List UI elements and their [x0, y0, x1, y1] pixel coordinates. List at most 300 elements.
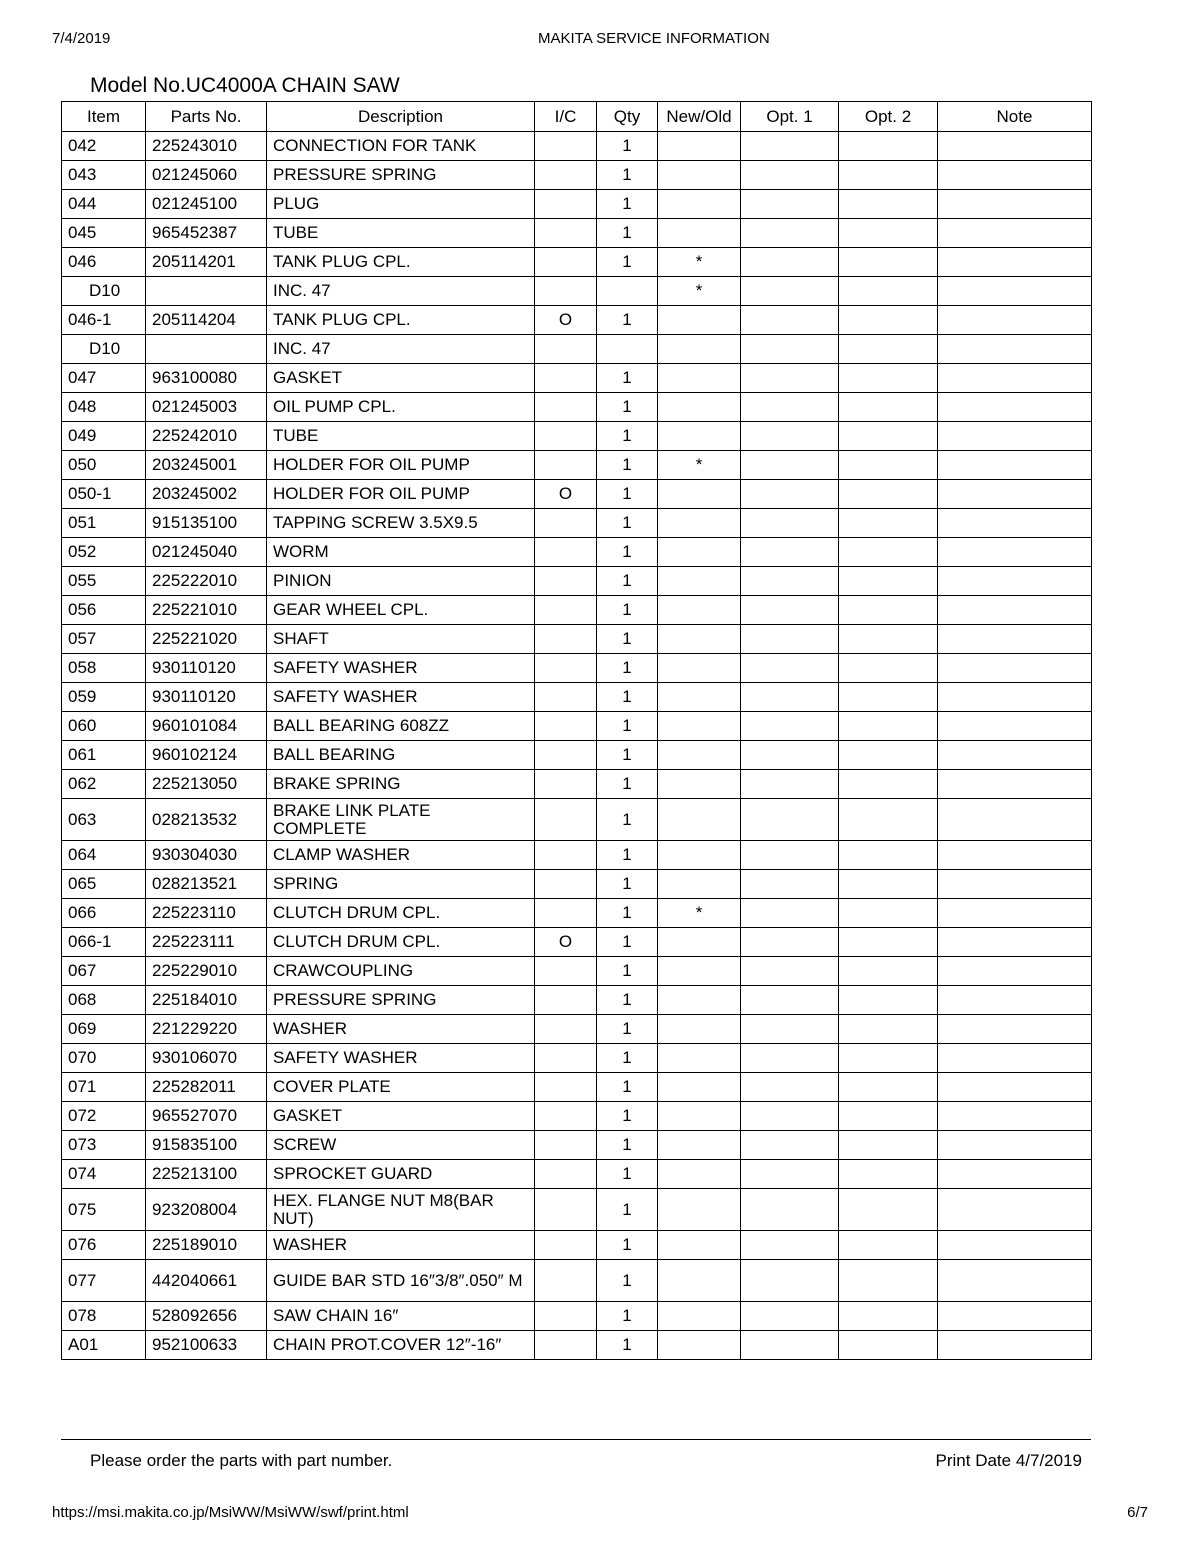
qty-cell: 1	[597, 567, 658, 596]
part-number-cell: 915835100	[146, 1131, 267, 1160]
opt1-cell	[741, 625, 839, 654]
item-cell: 068	[62, 986, 146, 1015]
table-row	[62, 928, 1092, 957]
note-cell	[938, 957, 1092, 986]
new-old-cell	[658, 712, 741, 741]
item-cell: 077	[62, 1260, 146, 1302]
opt2-cell	[839, 248, 938, 277]
note-cell	[938, 364, 1092, 393]
opt2-cell	[839, 567, 938, 596]
note-cell	[938, 393, 1092, 422]
qty-cell: 1	[597, 841, 658, 870]
opt1-cell	[741, 712, 839, 741]
new-old-cell	[658, 1302, 741, 1331]
ic-cell	[535, 1160, 597, 1189]
opt1-cell	[741, 799, 839, 841]
description-cell: CHAIN PROT.COVER 12″-16″	[267, 1331, 535, 1360]
opt2-cell	[839, 625, 938, 654]
item-cell: D10	[62, 335, 146, 364]
note-cell	[938, 1331, 1092, 1360]
opt2-cell	[839, 841, 938, 870]
ic-cell	[535, 770, 597, 799]
note-cell	[938, 1231, 1092, 1260]
description-cell: WASHER	[267, 1231, 535, 1260]
new-old-cell	[658, 567, 741, 596]
opt1-cell	[741, 683, 839, 712]
new-old-cell	[658, 1189, 741, 1231]
table-row	[62, 480, 1092, 509]
part-number-cell: 965452387	[146, 219, 267, 248]
item-cell: 051	[62, 509, 146, 538]
part-number-cell: 960102124	[146, 741, 267, 770]
note-cell	[938, 986, 1092, 1015]
qty-cell: 1	[597, 1073, 658, 1102]
ic-cell	[535, 248, 597, 277]
opt1-cell	[741, 770, 839, 799]
header-parts-no: Parts No.	[146, 102, 267, 132]
description-cell: INC. 47	[267, 277, 535, 306]
opt2-cell	[839, 1015, 938, 1044]
opt1-cell	[741, 1231, 839, 1260]
opt1-cell	[741, 132, 839, 161]
description-cell: GASKET	[267, 364, 535, 393]
qty-cell: 1	[597, 712, 658, 741]
ic-cell	[535, 1073, 597, 1102]
item-cell: D10	[62, 277, 146, 306]
part-number-cell: 021245060	[146, 161, 267, 190]
part-number-cell: 205114201	[146, 248, 267, 277]
opt2-cell	[839, 306, 938, 335]
opt2-cell	[839, 741, 938, 770]
opt1-cell	[741, 841, 839, 870]
description-cell: PRESSURE SPRING	[267, 986, 535, 1015]
note-cell	[938, 190, 1092, 219]
part-number-cell: 225242010	[146, 422, 267, 451]
ic-cell	[535, 654, 597, 683]
table-row	[62, 1189, 1092, 1231]
qty-cell: 1	[597, 870, 658, 899]
table-row	[62, 986, 1092, 1015]
description-cell: CRAWCOUPLING	[267, 957, 535, 986]
opt1-cell	[741, 248, 839, 277]
opt1-cell	[741, 219, 839, 248]
opt2-cell	[839, 1260, 938, 1302]
table-row	[62, 1231, 1092, 1260]
table-row	[62, 683, 1092, 712]
part-number-cell: 528092656	[146, 1302, 267, 1331]
opt2-cell	[839, 1073, 938, 1102]
item-cell: 076	[62, 1231, 146, 1260]
description-cell: HEX. FLANGE NUT M8(BAR NUT)	[267, 1189, 535, 1231]
table-row	[62, 712, 1092, 741]
ic-cell	[535, 1260, 597, 1302]
header-opt1: Opt. 1	[741, 102, 839, 132]
qty-cell: 1	[597, 1260, 658, 1302]
opt1-cell	[741, 1331, 839, 1360]
ic-cell: O	[535, 306, 597, 335]
item-cell: 044	[62, 190, 146, 219]
table-row	[62, 596, 1092, 625]
item-cell: 050	[62, 451, 146, 480]
table-row	[62, 335, 1092, 364]
new-old-cell	[658, 190, 741, 219]
opt2-cell	[839, 770, 938, 799]
note-cell	[938, 422, 1092, 451]
item-cell: 042	[62, 132, 146, 161]
table-row	[62, 509, 1092, 538]
opt2-cell	[839, 509, 938, 538]
note-cell	[938, 1160, 1092, 1189]
note-cell	[938, 306, 1092, 335]
note-cell	[938, 870, 1092, 899]
qty-cell: 1	[597, 219, 658, 248]
part-number-cell: 225213050	[146, 770, 267, 799]
page-number: 6/7	[1127, 1504, 1148, 1521]
print-header-date: 7/4/2019	[52, 30, 111, 47]
description-cell: TANK PLUG CPL.	[267, 248, 535, 277]
description-cell: TAPPING SCREW 3.5X9.5	[267, 509, 535, 538]
qty-cell: 1	[597, 393, 658, 422]
part-number-cell: 960101084	[146, 712, 267, 741]
note-cell	[938, 509, 1092, 538]
opt2-cell	[839, 277, 938, 306]
new-old-cell	[658, 1160, 741, 1189]
description-cell: INC. 47	[267, 335, 535, 364]
note-cell	[938, 654, 1092, 683]
note-cell	[938, 899, 1092, 928]
qty-cell: 1	[597, 480, 658, 509]
opt1-cell	[741, 306, 839, 335]
opt1-cell	[741, 741, 839, 770]
new-old-cell	[658, 1044, 741, 1073]
opt1-cell	[741, 422, 839, 451]
item-cell: 071	[62, 1073, 146, 1102]
ic-cell	[535, 1189, 597, 1231]
print-footer-url: https://msi.makita.co.jp/MsiWW/MsiWW/swf/print.html	[52, 1504, 409, 1521]
table-row	[62, 1102, 1092, 1131]
ic-cell: O	[535, 480, 597, 509]
ic-cell: O	[535, 928, 597, 957]
ic-cell	[535, 986, 597, 1015]
ic-cell	[535, 1102, 597, 1131]
table-row	[62, 957, 1092, 986]
item-cell: 046	[62, 248, 146, 277]
note-cell	[938, 1189, 1092, 1231]
note-cell	[938, 799, 1092, 841]
description-cell: TUBE	[267, 219, 535, 248]
new-old-cell	[658, 1331, 741, 1360]
table-row	[62, 741, 1092, 770]
opt2-cell	[839, 870, 938, 899]
qty-cell: 1	[597, 625, 658, 654]
description-cell: HOLDER FOR OIL PUMP	[267, 480, 535, 509]
note-cell	[938, 567, 1092, 596]
opt1-cell	[741, 161, 839, 190]
item-cell: 062	[62, 770, 146, 799]
new-old-cell	[658, 799, 741, 841]
ic-cell	[535, 1015, 597, 1044]
ic-cell	[535, 1331, 597, 1360]
header-item: Item	[62, 102, 146, 132]
new-old-cell	[658, 306, 741, 335]
qty-cell: 1	[597, 1015, 658, 1044]
table-row	[62, 161, 1092, 190]
new-old-cell: *	[658, 248, 741, 277]
part-number-cell: 225213100	[146, 1160, 267, 1189]
footer-divider	[61, 1439, 1091, 1440]
opt2-cell	[839, 1231, 938, 1260]
description-cell: BRAKE LINK PLATE COMPLETE	[267, 799, 535, 841]
opt2-cell	[839, 928, 938, 957]
qty-cell: 1	[597, 683, 658, 712]
description-cell: GUIDE BAR STD 16″3/8″.050″ M	[267, 1260, 535, 1302]
description-cell: CLUTCH DRUM CPL.	[267, 928, 535, 957]
part-number-cell: 930106070	[146, 1044, 267, 1073]
qty-cell: 1	[597, 451, 658, 480]
note-cell	[938, 219, 1092, 248]
part-number-cell: 225184010	[146, 986, 267, 1015]
opt2-cell	[839, 1131, 938, 1160]
table-row	[62, 899, 1092, 928]
ic-cell	[535, 596, 597, 625]
part-number-cell: 225222010	[146, 567, 267, 596]
qty-cell: 1	[597, 161, 658, 190]
new-old-cell	[658, 596, 741, 625]
item-cell: 066-1	[62, 928, 146, 957]
ic-cell	[535, 741, 597, 770]
item-cell: 049	[62, 422, 146, 451]
item-cell: 046-1	[62, 306, 146, 335]
opt1-cell	[741, 899, 839, 928]
table-row	[62, 451, 1092, 480]
description-cell: HOLDER FOR OIL PUMP	[267, 451, 535, 480]
qty-cell: 1	[597, 596, 658, 625]
ic-cell	[535, 132, 597, 161]
opt2-cell	[839, 451, 938, 480]
note-cell	[938, 277, 1092, 306]
table-row	[62, 538, 1092, 567]
item-cell: 078	[62, 1302, 146, 1331]
part-number-cell: 203245002	[146, 480, 267, 509]
qty-cell: 1	[597, 422, 658, 451]
opt2-cell	[839, 1302, 938, 1331]
item-cell: 056	[62, 596, 146, 625]
opt1-cell	[741, 1102, 839, 1131]
new-old-cell: *	[658, 899, 741, 928]
note-cell	[938, 248, 1092, 277]
opt2-cell	[839, 654, 938, 683]
part-number-cell: 221229220	[146, 1015, 267, 1044]
opt1-cell	[741, 654, 839, 683]
part-number-cell: 930110120	[146, 654, 267, 683]
item-cell: 043	[62, 161, 146, 190]
opt2-cell	[839, 712, 938, 741]
opt2-cell	[839, 538, 938, 567]
part-number-cell: 225189010	[146, 1231, 267, 1260]
note-cell	[938, 1044, 1092, 1073]
note-cell	[938, 625, 1092, 654]
table-row	[62, 799, 1092, 841]
new-old-cell	[658, 770, 741, 799]
header-description: Description	[267, 102, 535, 132]
ic-cell	[535, 567, 597, 596]
item-cell: 057	[62, 625, 146, 654]
opt2-cell	[839, 799, 938, 841]
new-old-cell	[658, 1073, 741, 1102]
description-cell: SCREW	[267, 1131, 535, 1160]
description-cell: GEAR WHEEL CPL.	[267, 596, 535, 625]
opt2-cell	[839, 422, 938, 451]
opt2-cell	[839, 1044, 938, 1073]
description-cell: CLAMP WASHER	[267, 841, 535, 870]
ic-cell	[535, 538, 597, 567]
opt1-cell	[741, 451, 839, 480]
ic-cell	[535, 161, 597, 190]
item-cell: 066	[62, 899, 146, 928]
item-cell: 075	[62, 1189, 146, 1231]
description-cell: CLUTCH DRUM CPL.	[267, 899, 535, 928]
item-cell: 063	[62, 799, 146, 841]
ic-cell	[535, 625, 597, 654]
ic-cell	[535, 899, 597, 928]
opt1-cell	[741, 1073, 839, 1102]
part-number-cell: 225223110	[146, 899, 267, 928]
new-old-cell	[658, 538, 741, 567]
opt1-cell	[741, 957, 839, 986]
description-cell: BALL BEARING 608ZZ	[267, 712, 535, 741]
description-cell: BRAKE SPRING	[267, 770, 535, 799]
ic-cell	[535, 451, 597, 480]
part-number-cell: 225223111	[146, 928, 267, 957]
qty-cell: 1	[597, 1331, 658, 1360]
opt1-cell	[741, 928, 839, 957]
item-cell: 073	[62, 1131, 146, 1160]
new-old-cell	[658, 1102, 741, 1131]
new-old-cell	[658, 509, 741, 538]
opt2-cell	[839, 596, 938, 625]
part-number-cell: 021245100	[146, 190, 267, 219]
note-cell	[938, 741, 1092, 770]
part-number-cell	[146, 335, 267, 364]
new-old-cell	[658, 1231, 741, 1260]
description-cell: TANK PLUG CPL.	[267, 306, 535, 335]
model-title: Model No.UC4000A CHAIN SAW	[90, 74, 400, 97]
table-row	[62, 306, 1092, 335]
opt1-cell	[741, 480, 839, 509]
qty-cell	[597, 335, 658, 364]
opt2-cell	[839, 480, 938, 509]
description-cell: COVER PLATE	[267, 1073, 535, 1102]
table-row	[62, 1160, 1092, 1189]
opt1-cell	[741, 1015, 839, 1044]
new-old-cell	[658, 335, 741, 364]
ic-cell	[535, 712, 597, 741]
ic-cell	[535, 683, 597, 712]
item-cell: 072	[62, 1102, 146, 1131]
description-cell: WORM	[267, 538, 535, 567]
new-old-cell	[658, 132, 741, 161]
item-cell: 060	[62, 712, 146, 741]
part-number-cell: 028213521	[146, 870, 267, 899]
opt1-cell	[741, 1302, 839, 1331]
qty-cell: 1	[597, 741, 658, 770]
opt2-cell	[839, 335, 938, 364]
item-cell: 070	[62, 1044, 146, 1073]
ic-cell	[535, 1302, 597, 1331]
table-row	[62, 1044, 1092, 1073]
item-cell: 065	[62, 870, 146, 899]
description-cell: BALL BEARING	[267, 741, 535, 770]
part-number-cell: 930110120	[146, 683, 267, 712]
note-cell	[938, 1260, 1092, 1302]
qty-cell: 1	[597, 190, 658, 219]
item-cell: 074	[62, 1160, 146, 1189]
new-old-cell	[658, 683, 741, 712]
note-cell	[938, 683, 1092, 712]
ic-cell	[535, 277, 597, 306]
qty-cell: 1	[597, 1102, 658, 1131]
item-cell: 069	[62, 1015, 146, 1044]
item-cell: 047	[62, 364, 146, 393]
new-old-cell	[658, 654, 741, 683]
opt1-cell	[741, 1044, 839, 1073]
table-row	[62, 1331, 1092, 1360]
header-note: Note	[938, 102, 1092, 132]
qty-cell: 1	[597, 770, 658, 799]
table-row	[62, 841, 1092, 870]
qty-cell: 1	[597, 1131, 658, 1160]
opt2-cell	[839, 1102, 938, 1131]
table-row	[62, 1302, 1092, 1331]
description-cell: PINION	[267, 567, 535, 596]
new-old-cell	[658, 364, 741, 393]
table-row	[62, 393, 1092, 422]
note-cell	[938, 480, 1092, 509]
new-old-cell	[658, 957, 741, 986]
ic-cell	[535, 1131, 597, 1160]
part-number-cell: 442040661	[146, 1260, 267, 1302]
header-ic: I/C	[535, 102, 597, 132]
opt2-cell	[839, 957, 938, 986]
opt1-cell	[741, 1160, 839, 1189]
note-cell	[938, 841, 1092, 870]
opt1-cell	[741, 567, 839, 596]
opt1-cell	[741, 870, 839, 899]
opt2-cell	[839, 132, 938, 161]
description-cell: SAFETY WASHER	[267, 654, 535, 683]
ic-cell	[535, 870, 597, 899]
description-cell: CONNECTION FOR TANK	[267, 132, 535, 161]
opt1-cell	[741, 596, 839, 625]
ic-cell	[535, 509, 597, 538]
qty-cell: 1	[597, 957, 658, 986]
new-old-cell	[658, 161, 741, 190]
table-row	[62, 1131, 1092, 1160]
opt2-cell	[839, 1189, 938, 1231]
opt2-cell	[839, 899, 938, 928]
new-old-cell	[658, 841, 741, 870]
note-cell	[938, 1073, 1092, 1102]
part-number-cell: 965527070	[146, 1102, 267, 1131]
table-row	[62, 567, 1092, 596]
new-old-cell: *	[658, 451, 741, 480]
description-cell: SAFETY WASHER	[267, 683, 535, 712]
opt2-cell	[839, 219, 938, 248]
table-row	[62, 1015, 1092, 1044]
part-number-cell: 225282011	[146, 1073, 267, 1102]
note-cell	[938, 1102, 1092, 1131]
opt2-cell	[839, 683, 938, 712]
